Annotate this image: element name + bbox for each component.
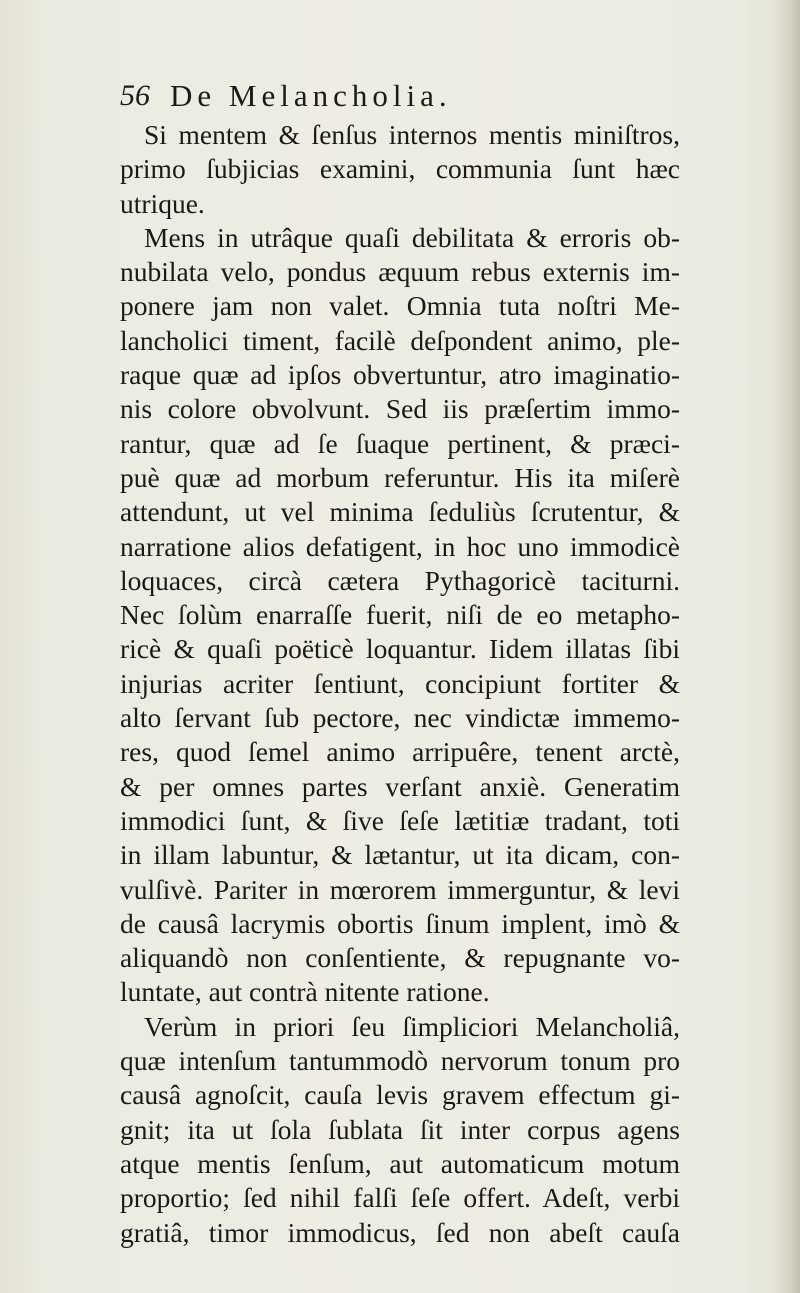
text-line: nubilata velo, pondus æquum rebus externis im- [120, 256, 680, 288]
text-line: loquaces, circà cætera Pythagoricè taciturni. [120, 564, 680, 596]
text-line: nis colore obvolvunt. Sed iis præſertim immo- [120, 393, 680, 425]
page-header [120, 76, 680, 116]
running-title: De Melancholia. [170, 78, 452, 113]
text-line: atque mentis ſenſum, aut automaticum motum [120, 1147, 680, 1179]
text-line: res, quod ſemel animo arripuêre, tenent arctè, [120, 736, 680, 768]
text-line: luntate, aut contrà nitente ratione. [120, 976, 490, 1008]
text-line: alto ſervant ſub pectore, nec vindictæ immemo- [120, 702, 680, 734]
text-line: primo ſubjicias examini, communia ſunt hæc [120, 153, 680, 185]
text-line: de causâ lacrymis obortis ſinum implent, imò & [120, 907, 680, 939]
text-line: rantur, quæ ad ſe ſuaque pertinent, & præci- [120, 427, 680, 459]
text-line: causâ agnoſcit, cauſa levis gravem effectum gi- [120, 1079, 680, 1111]
text-line: lancholici timent, facilè deſpondent animo, ple- [120, 324, 680, 356]
text-line: gratiâ, timor immodicus, ſed non abeſt cauſa [120, 1216, 680, 1248]
page-number: 56 [120, 79, 150, 112]
text-line: puè quæ ad morbum referuntur. His ita miſerè [120, 461, 680, 493]
text-line: Verùm in priori ſeu ſimpliciori Melancholiâ, [144, 1010, 680, 1042]
text-line: Si mentem & ſenſus internos mentis miniſtros, [144, 119, 680, 150]
text-line: & per omnes partes verſant anxiè. Generatim [120, 770, 680, 802]
text-line: ponere jam non valet. Omnia tuta noſtri Me- [120, 290, 680, 322]
text-line: immodici ſunt, & ſive ſeſe lætitiæ tradant, toti [120, 804, 680, 836]
text-line: gnit; ita ut ſola ſublata ſit inter corpus agens [120, 1113, 680, 1145]
text-line: raque quæ ad ipſos obvertuntur, atro imaginatio- [120, 359, 680, 391]
body-text [120, 118, 680, 1250]
text-line: Nec ſolùm enarraſſe fuerit, niſi de eo metapho- [120, 599, 680, 631]
text-line: quæ intenſum tantummodò nervorum tonum pro [120, 1045, 680, 1077]
text-line: proportio; ſed nihil falſi ſeſe offert. Adeſt, verbi [120, 1182, 680, 1214]
text-line: ricè & quaſi poëticè loquantur. Iidem illatas ſibi [120, 633, 680, 665]
text-line: injurias acriter ſentiunt, concipiunt fortiter & [120, 667, 680, 699]
text-line: in illam labuntur, & lætantur, ut ita dicam, con- [120, 839, 680, 871]
text-line: attendunt, ut vel minima ſeduliùs ſcrutentur, & [120, 496, 680, 528]
text-line: narratione alios defatigent, in hoc uno immodicè [120, 530, 680, 562]
page-edge-shadow [774, 0, 800, 1293]
text-line: Mens in utrâque quaſi debilitata & erroris ob- [144, 221, 680, 253]
text-line: utrique. [120, 187, 205, 219]
text-line: vulſivè. Pariter in mœrorem immerguntur, & levi [120, 873, 680, 905]
text-line: aliquandò non conſentiente, & repugnante vo- [120, 942, 680, 974]
